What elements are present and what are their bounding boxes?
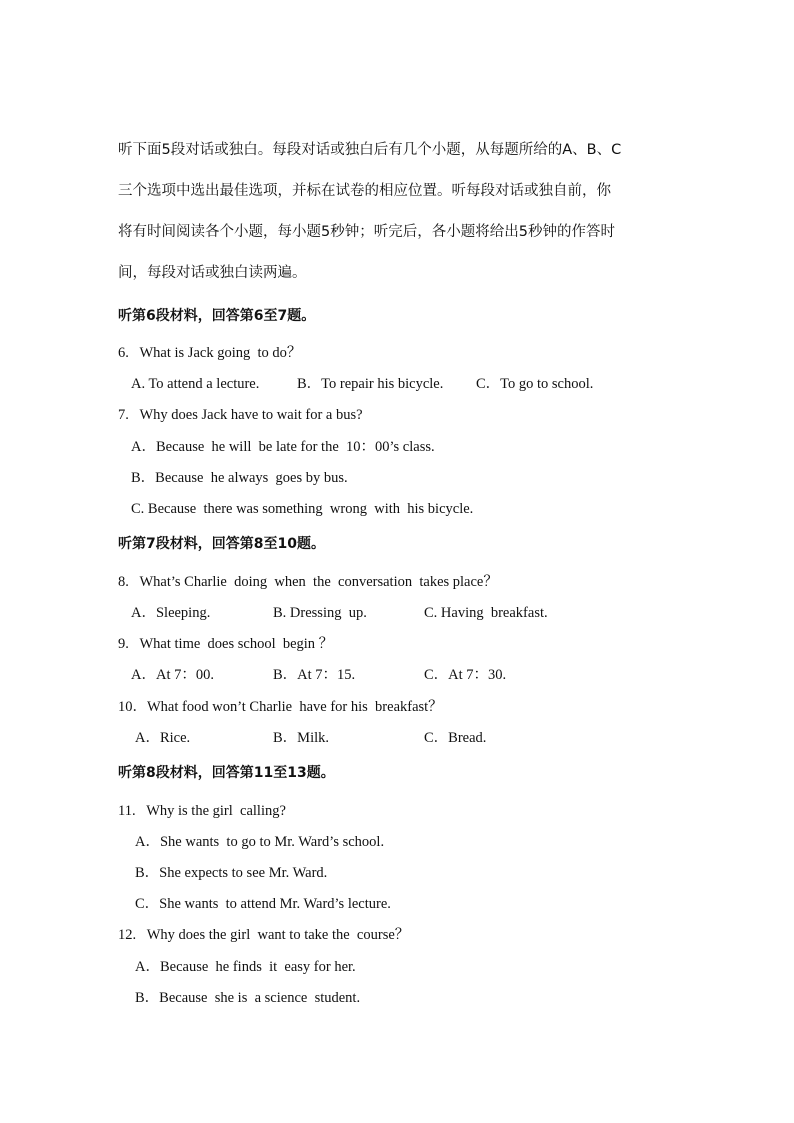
question-10-option-b: B．Milk.	[273, 730, 329, 746]
section-heading-6: 听第6段材料，回答第6至7题。	[118, 308, 316, 324]
question-8: 8. What’s Charlie doing when the conversation takes place？	[118, 574, 498, 590]
question-12-option-b: B．Because she is a science student.	[135, 990, 361, 1006]
question-7-option-c: C. Because there was something wrong with his bicycle.	[131, 501, 474, 517]
question-11: 11. Why is the girl calling?	[118, 803, 286, 819]
question-6: 6. What is Jack going to do？	[118, 345, 302, 361]
question-11-option-a: A．She wants to go to Mr. Ward’s school.	[135, 834, 385, 850]
question-8-option-a: A．Sleeping.	[131, 605, 211, 621]
question-8-option-b: B. Dressing up.	[273, 605, 367, 621]
intro-line-3: 将有时间阅读各个小题，每小题5秒钟；听完后，各小题将给出5秒钟的作答时	[118, 224, 615, 240]
question-11-option-c: C．She wants to attend Mr. Ward’s lecture.	[135, 896, 391, 912]
question-6-option-c: C．To go to school.	[476, 376, 594, 392]
question-9-option-a: A．At 7：00.	[131, 667, 214, 683]
intro-line-2: 三个选项中选出最佳选项，并标在试卷的相应位置。听每段对话或独自前，你	[118, 183, 611, 199]
question-10-option-a: A．Rice.	[135, 730, 191, 746]
question-9-option-c: C．At 7：30.	[424, 667, 507, 683]
intro-line-1: 听下面5段对话或独白。每段对话或独白后有几个小题，从每题所给的A、B、C	[118, 142, 622, 158]
intro-line-4: 间，每段对话或独白读两遍。	[118, 265, 307, 281]
question-6-option-b: B．To repair his bicycle.	[297, 376, 444, 392]
question-7-option-a: A．Because he will be late for the 10：00’s class.	[131, 439, 435, 455]
question-6-option-a: A. To attend a lecture.	[131, 376, 260, 392]
question-10-option-c: C．Bread.	[424, 730, 487, 746]
question-7-option-b: B．Because he always goes by bus.	[131, 470, 348, 486]
question-8-option-c: C. Having breakfast.	[424, 605, 548, 621]
question-10: 10．What food won’t Charlie have for his breakfast？	[118, 699, 443, 715]
question-12-option-a: A．Because he finds it easy for her.	[135, 959, 356, 975]
question-9: 9. What time does school begin ？	[118, 636, 334, 652]
section-heading-7: 听第7段材料，回答第8至10题。	[118, 536, 325, 552]
question-12: 12. Why does the girl want to take the course？	[118, 927, 410, 943]
question-9-option-b: B．At 7：15.	[273, 667, 356, 683]
question-11-option-b: B．She expects to see Mr. Ward.	[135, 865, 328, 881]
section-heading-8: 听第8段材料，回答第11至13题。	[118, 765, 335, 781]
question-7: 7. Why does Jack have to wait for a bus?	[118, 407, 363, 423]
